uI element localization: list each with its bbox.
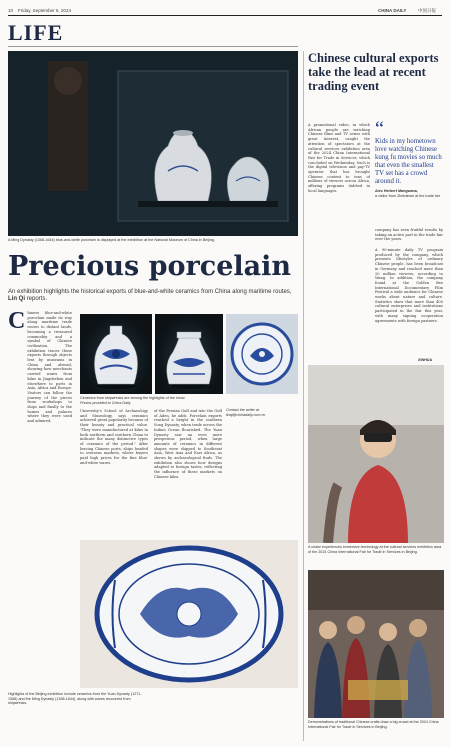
vase-right-art [155, 314, 223, 394]
side-headline: Chinese cultural exports take the lead at recent trading event [308, 51, 439, 93]
quote-mark-icon: “ [375, 118, 384, 140]
standfirst-author: Lin Qi [8, 296, 25, 303]
main-col-2: University's School of Archaeology and Museology, says ceramics achieved great popularity because of their beauty and practical value. "They were manufactured at kilns in both northern and southern China to indicate the many distinctive types of ceramics of the period." After leaving Chinese ports, ships headed to overseas markets, where buyers paid high prices for the fine blue-and-white wares. [80, 409, 148, 465]
drop-cap: C [8, 308, 26, 334]
side-byline: XINHUA [418, 358, 433, 362]
masthead: CHINA DAILY [378, 8, 407, 13]
standfirst-text: An exhibition highlights the historical exports of blue-and-white ceramics from China along maritime routes, [8, 289, 292, 295]
pull-quote: Kids in my hometown love watching Chinese kung fu movies so much that even the smallest TV set has a crowd around it. [375, 138, 442, 185]
bottom-caption: Highlights of the Beijing exhibition include ceramics from the Yuan Dynasty (1271-1368) and the Ming Dynasty (1368-1644), along with wares recovered from shipwrecks. [8, 692, 142, 706]
main-headline: Precious porcelain [8, 251, 292, 282]
pull-quote-box [375, 120, 443, 198]
exhibition-photo [8, 51, 298, 236]
plate-art [226, 314, 298, 394]
crowd-photo-caption: Demonstrations of traditional Chinese crafts draw a big crowd at the 2024 China International Fair for Trade in Services in Beijing. [308, 720, 439, 729]
bowl-art [80, 540, 298, 688]
standfirst [8, 289, 298, 304]
section-label: LIFE [8, 20, 64, 45]
masthead-cn: 中国日报 [418, 8, 436, 13]
header-rule [8, 15, 442, 16]
standfirst-suffix: reports. [26, 296, 48, 303]
visitor-photo-art [308, 365, 444, 543]
side-col-2: A 90-minute daily TV program produced by the company, which presents lifestyles of ordinary Chinese people, has been broadcast in Germany and reached more than 20 million viewers, according to Wang. In addition, the company found at the Golden Bee International Documentary Film Festival a wide audience for Chinese works about nature and culture. Statistics show that more than 400 cultural enterprises and institutions participated in the fair this year, with many signing cooperation agreements with foreign partners. [375, 248, 443, 323]
pull-quote-role: a visitor from Zimbabwe at the trade fair [375, 193, 440, 198]
crowd-photo [308, 570, 444, 718]
vase-left-art [80, 314, 152, 394]
main-photo-caption: A Ming Dynasty (1368-1644) blue-and-white porcelain is displayed at the exhibition at the National Museum of China in Beijing. [8, 238, 215, 242]
plate-photo [226, 314, 298, 394]
side-col-1: A promotional video, in which African people are watching Chinese films and TV series with great interest, caught the attention of spectators at the cultural services exhibition area of the 2024 China International Fair for Trade in Services, which concluded on Wednesday. Such is the digital television and pay-TV operator that has brought Chinese content to tens of millions of viewers across Africa, offering programs dubbed in local languages. [308, 123, 370, 193]
visitor-photo-caption: A visitor experiences immersive technology at the cultural services exhibition area of the 2024 China International Fair for Trade in Services in Beijing. [308, 545, 442, 554]
main-col-3: of the Persian Gulf and into the Gulf of Aden, he adds. Porcelain exports reached a height in the southern Song Dynasty, when trade across the Indian Ocean flourished. The Yuan Dynasty saw an even more prosperous period, when large amounts of ceramics in different shapes were shipped to Southeast Asia, West Asia and East Africa, as shown by archaeological finds. The exhibition also shows how designs adapted to foreign tastes, reflecting the influence of these markets on Chinese kilns. [154, 409, 222, 479]
middle-caption: Ceramics from shipwrecks are among the highlights of the show. [80, 396, 186, 400]
pull-quote-attribution: Alex Herbert Mangwana, [375, 189, 418, 193]
section-rule [8, 46, 298, 47]
middle-credit: Photos provided to China Daily [80, 401, 131, 405]
contact-line: Contact the writer at linqi@chinadaily.com.cn [226, 408, 266, 417]
vase-photo-right [155, 314, 223, 394]
main-col-1-text: hinese blue-and-white porcelain made its way along maritime trade routes to distant lands, becoming a treasured commodity and a symbol of Chinese civilization. The exhibition traces these exports through objects lent by museums in China and abroad, showing how merchants carried wares from kilns in Jingdezhen and elsewhere to ports in Asia, Africa and Europe. Visitors can follow the journey of the pieces from workshops to ships and finally to the homes and palaces where they were used and admired. [27, 311, 72, 424]
column-divider [303, 51, 304, 741]
visitor-photo [308, 365, 444, 543]
side-col-2-top: company has seen fruitful results by taking an active part in the trade fair over the years. [375, 228, 443, 242]
crowd-photo-art [308, 570, 444, 718]
bowl-photo [80, 540, 298, 688]
vase-photo-left [80, 314, 152, 394]
dateline: Friday, September 6, 2024 [18, 8, 71, 13]
main-col-1 [8, 308, 72, 747]
exhibition-photo-art [8, 51, 298, 236]
page-number: 10 [8, 8, 14, 13]
